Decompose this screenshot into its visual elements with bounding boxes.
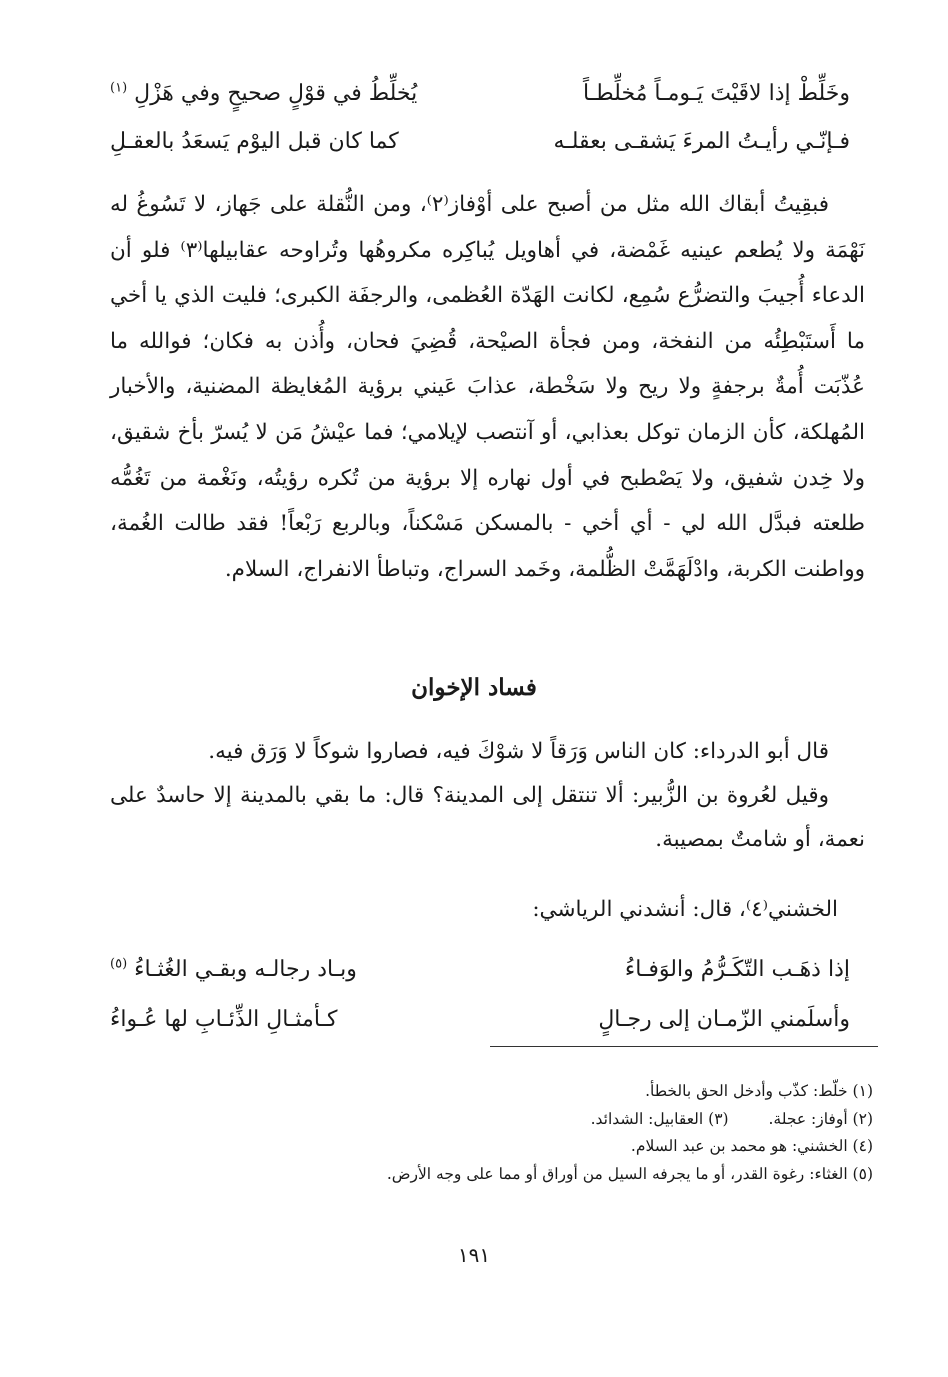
section-title: فساد الإخوان bbox=[411, 674, 537, 701]
verse-text: كما كان قبل اليوْم يَسعَدُ بالعقـلِ bbox=[110, 129, 399, 154]
verse-text: فـإنّـي رأيـتُ المرءَ يَشقـى بعقلـه bbox=[553, 129, 850, 154]
opening-verses bbox=[110, 70, 850, 166]
verse-hemistich-right bbox=[500, 118, 850, 166]
verse-text: وبـاد رجالـه وبقـي الغُثـاءُ bbox=[134, 957, 357, 982]
verse-text: إذا ذهَـب التّكَـرُّمُ والوَفـاءُ bbox=[624, 957, 850, 982]
footnote-marker: (٥) bbox=[110, 956, 128, 972]
verse-hemistich-right bbox=[500, 995, 850, 1045]
poem-intro-line: الخشني⁽٤⁾، قال: أنشدني الرياشي: bbox=[532, 897, 838, 922]
verse-hemistich-left bbox=[110, 70, 460, 118]
closing-verses bbox=[110, 945, 850, 1045]
verse-text: وخَلِّطْ إذا لاقَيْتَ يَـومـاً مُخلِّطـاً bbox=[582, 81, 850, 106]
footnote-item: (١) خلّط: كذّب وأدخل الحق بالخطأ. bbox=[645, 1082, 873, 1100]
footnote-item: (٤) الخشني: هو محمد بن عبد السلام. bbox=[630, 1137, 873, 1155]
section-body bbox=[110, 730, 865, 862]
letter-body bbox=[110, 182, 865, 592]
footnote-marker: (١) bbox=[110, 80, 128, 96]
footnote-divider bbox=[490, 1046, 878, 1047]
letter-paragraph: فبقِيتُ أبقاك الله مثل من أصبح على أوْفاز⁽٢⁾، ومن النُّقلة على جَهاز، لا تَسُوغُ له نَهْمَة ولا يُطعم عينيه غَمْضة، في أهاويل يُباكِره مكروهُها وتُراوحه عقابيلها⁽٣⁾ فلو أن الدعاء أُجيبَ والتضرُّع سُمِع، لكانت الهَدّة العُظمى، والرجفَة الكبرى؛ فليت الذي يا أخي ما أَستَبْطِئُه من النفخة، ومن فجأة الصيْحة، قُضِيَ فحان، وأُذن به فكان؛ فوالله ما عُذّبَت أُمةٌ برجفةٍ ولا ريح ولا سَخْطة، عذابَ عَيني برؤية المُغايظة المضنية، والأخبار المُهلكة، كأن الزمان توكل بعذابي، أو آنتصب لإيلامي؛ فما عيْشُ مَن لا يُسرّ بأخ شقيق، ولا خِدن شفيق، ولا يَصْطبح في أول نهاره إلا برؤية من تُكره رؤيتُه، ونَغْمة من تَغُمُّه طلعته فبدَّل الله لي - أي أخي - بالمسكن مَسْكناً، وبالربع رَبْعاً! فقد طالت الغُمة، وواطنت الكربة، وادْلَهَمَّتْ الظُّلمة، وخَمد السراج، وتباطأ الانفراج، السلام. bbox=[110, 192, 865, 582]
footnote-item: (٣) العقابيل: الشدائد. bbox=[590, 1109, 729, 1128]
page-number: ١٩١ bbox=[457, 1243, 491, 1267]
verse-hemistich-right bbox=[500, 945, 850, 995]
verse-line bbox=[110, 70, 850, 118]
verse-hemistich-right bbox=[500, 70, 850, 118]
verse-hemistich-left bbox=[110, 118, 460, 166]
verse-hemistich-left bbox=[110, 945, 460, 995]
footnote-item: (٢) أوفاز: عجلة. bbox=[768, 1109, 873, 1128]
verse-text: يُخلِّطُ في قوْلٍ صحيحٍ وفي هَزْلِ bbox=[134, 81, 418, 106]
verse-text: كـأمثـالِ الذِّئـابِ لها عُـواءُ bbox=[110, 1007, 338, 1032]
verse-text: وأسلَمني الزّمـان إلى رجـالٍ bbox=[598, 1007, 850, 1032]
verse-line bbox=[110, 995, 850, 1045]
footnote-row bbox=[173, 1106, 873, 1134]
footnote-item: (٥) الغثاء: رغوة القدر، أو ما يجرفه السيل من أوراق أو مما على وجه الأرض. bbox=[386, 1164, 873, 1183]
section-paragraph: قال أبو الدرداء: كان الناس وَرَقاً لا شوْكَ فيه، فصاروا شوكاً لا وَرَق فيه. bbox=[208, 739, 829, 764]
verse-hemistich-left bbox=[110, 995, 460, 1045]
footnotes bbox=[173, 1078, 873, 1188]
verse-line bbox=[110, 118, 850, 166]
section-paragraph: وقيل لعُروة بن الزُّبير: ألا تنتقل إلى المدينة؟ قال: ما بقي بالمدينة إلا حاسدٌ على نعمة، أو شامتٌ بمصيبة. bbox=[110, 783, 865, 852]
verse-line bbox=[110, 945, 850, 995]
